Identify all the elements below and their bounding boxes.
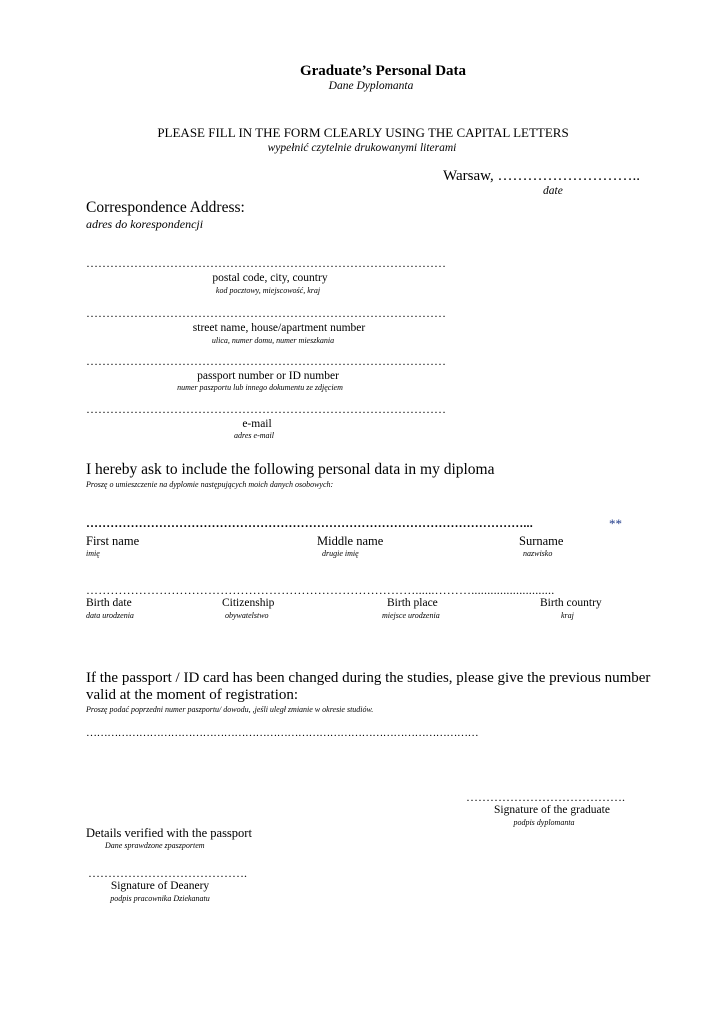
passport-id-field[interactable]: ………………………………………………………………………………: [86, 354, 446, 368]
surname-label: Surname: [519, 534, 564, 548]
birth-date-label: Birth date: [86, 597, 132, 609]
birth-place-label: Birth place: [387, 597, 438, 609]
birth-country-label: Birth country: [540, 597, 602, 609]
name-footnote-mark: **: [609, 516, 622, 531]
deanery-signature-field[interactable]: ………………………………….: [88, 866, 247, 880]
correspondence-title-pl: adres do korespondencji: [86, 217, 204, 231]
email-label-pl: adres e-mail: [234, 431, 274, 440]
place-date-field[interactable]: Warsaw, ………………………..: [443, 168, 640, 184]
email-field[interactable]: ………………………………………………………………………………: [86, 402, 446, 416]
email-label: e-mail: [242, 418, 272, 430]
previous-passport-title-line2: valid at the moment of registration:: [86, 687, 299, 703]
surname-label-pl: nazwisko: [523, 549, 553, 558]
middle-name-label: Middle name: [317, 534, 384, 548]
middle-name-label-pl: drugie imię: [322, 549, 359, 558]
graduate-signature-label: Signature of the graduate: [494, 804, 610, 816]
diploma-title: I hereby ask to include the following personal data in my diploma: [86, 461, 495, 478]
citizenship-label-pl: obywatelstwo: [225, 611, 269, 620]
verified-label: Details verified with the passport: [86, 826, 252, 840]
form-title-pl: Dane Dyplomanta: [328, 80, 414, 92]
birth-place-label-pl: miejsce urodzenia: [382, 611, 440, 620]
first-name-label-pl: imię: [86, 549, 100, 558]
graduate-signature-field[interactable]: ………………………………….: [466, 790, 625, 804]
fill-instruction: PLEASE FILL IN THE FORM CLEARLY USING THE CAPITAL LETTERS: [157, 125, 569, 140]
correspondence-title: Correspondence Address:: [86, 199, 245, 216]
diploma-title-pl: Proszę o umieszczenie na dyplomie następujących moich danych osobowych:: [86, 480, 334, 489]
verified-label-pl: Dane sprawdzone zpaszportem: [105, 841, 205, 850]
postal-code-label-pl: kod pocztowy, miejscowość, kraj: [215, 286, 321, 295]
postal-code-label: postal code, city, country: [212, 272, 328, 284]
name-field[interactable]: ………………………………………………………………………………………………...: [86, 516, 533, 530]
birth-date-label-pl: data urodzenia: [86, 611, 134, 620]
form-title: Graduate’s Personal Data: [299, 63, 467, 79]
birth-data-field[interactable]: ………………………………………………………………………......………..........................: [86, 583, 555, 597]
street-field[interactable]: ………………………………………………………………………………: [86, 306, 446, 320]
previous-passport-title-pl: Proszę podać poprzedni numer paszportu/ dowodu, ,jeśli uległ zmianie w okresie studiów.: [86, 705, 374, 714]
street-label-pl: ulica, numer domu, numer mieszkania: [211, 336, 335, 345]
deanery-signature-label: Signature of Deanery: [110, 880, 210, 892]
birth-country-label-pl: kraj: [561, 611, 574, 620]
citizenship-label: Citizenship: [222, 597, 275, 609]
fill-instruction-pl: wypełnić czytelnie drukowanymi literami: [267, 142, 457, 154]
graduate-signature-label-pl: podpis dyplomanta: [513, 818, 575, 827]
previous-passport-title-line1: If the passport / ID card has been changed during the studies, please give the previous number: [86, 670, 651, 686]
previous-passport-field[interactable]: …………………………………………………………………………………………………: [86, 727, 479, 739]
first-name-label: First name: [86, 534, 140, 548]
deanery-signature-label-pl: podpis pracownika Dziekanatu: [110, 894, 210, 903]
postal-code-field[interactable]: ………………………………………………………………………………: [86, 256, 446, 270]
passport-id-label: passport number or ID number: [197, 370, 339, 382]
date-label: date: [543, 185, 563, 197]
passport-id-label-pl: numer paszportu lub innego dokumentu ze zdjęciem: [177, 383, 343, 392]
street-label: street name, house/apartment number: [192, 322, 366, 334]
